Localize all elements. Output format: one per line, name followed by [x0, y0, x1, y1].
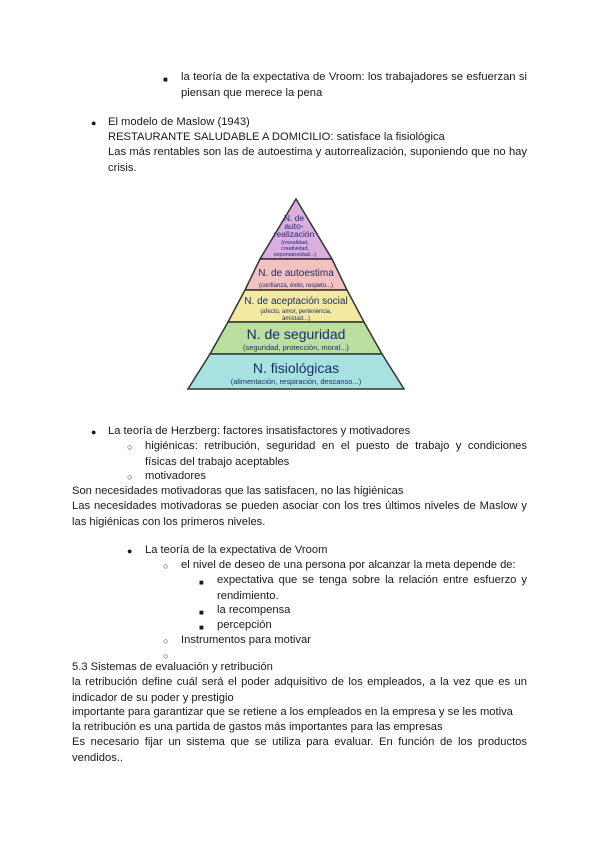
bullet-circle-icon: ○: [163, 636, 169, 646]
pyramid-title: N. de: [283, 213, 305, 223]
section-heading: 5.3 Sistemas de evaluación y retribución: [72, 661, 273, 673]
herzberg-paragraph-2: Las necesidades motivadoras se pueden asociar con los tres últimos niveles de Maslow y las higiénicas con los primeros niveles.: [72, 500, 527, 528]
pyramid-subtitle: (seguridad, protección, moral...): [243, 343, 349, 352]
retribution-paragraph-3: la retribución es una partida de gastos más importantes para las empresas: [72, 721, 443, 733]
bullet-dot-icon: ●: [91, 427, 97, 437]
bullet-circle-icon: ○: [127, 442, 133, 452]
square-bullet-icon: ■: [199, 623, 204, 632]
vroom-title: La teoría de la expectativa de Vroom: [145, 544, 328, 556]
herzberg-title: La teoría de Herzberg: factores insatisfactores y motivadores: [108, 425, 411, 437]
vroom-reward-text: la recompensa: [217, 604, 291, 616]
square-bullet-icon: ■: [163, 75, 168, 84]
vroom-expectation-text: expectativa que se tenga sobre la relación entre esfuerzo y rendimiento.: [217, 574, 527, 602]
pyramid-subtitle: (moralidad,: [281, 240, 309, 246]
pyramid-title: N. de seguridad: [246, 326, 346, 342]
pyramid-subtitle: (alimentación, respiración, descanso...): [230, 377, 362, 386]
vroom-summary-text: la teoría de la expectativa de Vroom: los trabajadores se esfuerzan si piensan que merece la pena: [181, 71, 527, 99]
bullet-circle-icon: ○: [163, 561, 169, 571]
bullet-circle-icon: ○: [163, 651, 169, 661]
maslow-restaurant-line: RESTAURANTE SALUDABLE A DOMICILIO: satisface la fisiológica: [108, 131, 445, 143]
vroom-desire-text: el nivel de deseo de una persona por alcanzar la meta depende de:: [181, 559, 516, 571]
pyramid-subtitle: (confianza, éxito, respeto...): [258, 283, 334, 289]
pyramid-title: N. de aceptación social: [244, 296, 348, 307]
bullet-circle-icon: ○: [127, 472, 133, 482]
vroom-perception-text: percepción: [217, 619, 272, 631]
pyramid-subtitle: (afecto, amor, pertenencia,: [260, 309, 332, 315]
maslow-pyramid-figure: [176, 196, 419, 394]
square-bullet-icon: ■: [199, 578, 204, 587]
herzberg-hygienic-text: higiénicas: retribución, seguridad en el puesto de trabajo y condiciones físicas del trabajo aceptables: [145, 440, 527, 468]
pyramid-subtitle: amistad...): [281, 316, 311, 322]
pyramid-title: realización: [273, 229, 315, 239]
vroom-instruments-text: Instrumentos para motivar: [181, 634, 311, 646]
pyramid-subtitle: espontaneidad...): [273, 252, 317, 258]
maslow-profitable-line: Las más rentables son las de autoestima y autorrealización, suponiendo que no hay crisis.: [108, 146, 527, 174]
retribution-paragraph-1: la retribución define cuál será el poder adquisitivo de los empleados, a la vez que es un indicador de su poder y prestigio: [72, 676, 527, 704]
bullet-dot-icon: ●: [91, 118, 97, 128]
pyramid-title: auto-: [284, 221, 304, 231]
herzberg-motivators-text: motivadores: [145, 470, 206, 482]
pyramid-title: N. fisiológicas: [252, 360, 340, 376]
pyramid-title: N. de autoestima: [258, 268, 334, 279]
square-bullet-icon: ■: [199, 608, 204, 617]
pyramid-subtitle: creatividad,: [280, 246, 310, 252]
maslow-title: El modelo de Maslow (1943): [108, 116, 250, 128]
herzberg-paragraph-1: Son necesidades motivadoras que las satisfacen, no las higiénicas: [72, 485, 404, 497]
bullet-dot-icon: ●: [127, 546, 133, 556]
retribution-paragraph-2: importante para garantizar que se retiene a los empleados en la empresa y se les motiva: [72, 706, 513, 718]
retribution-paragraph-4: Es necesario fijar un sistema que se utiliza para evaluar. En función de los productos vendidos..: [72, 736, 527, 764]
